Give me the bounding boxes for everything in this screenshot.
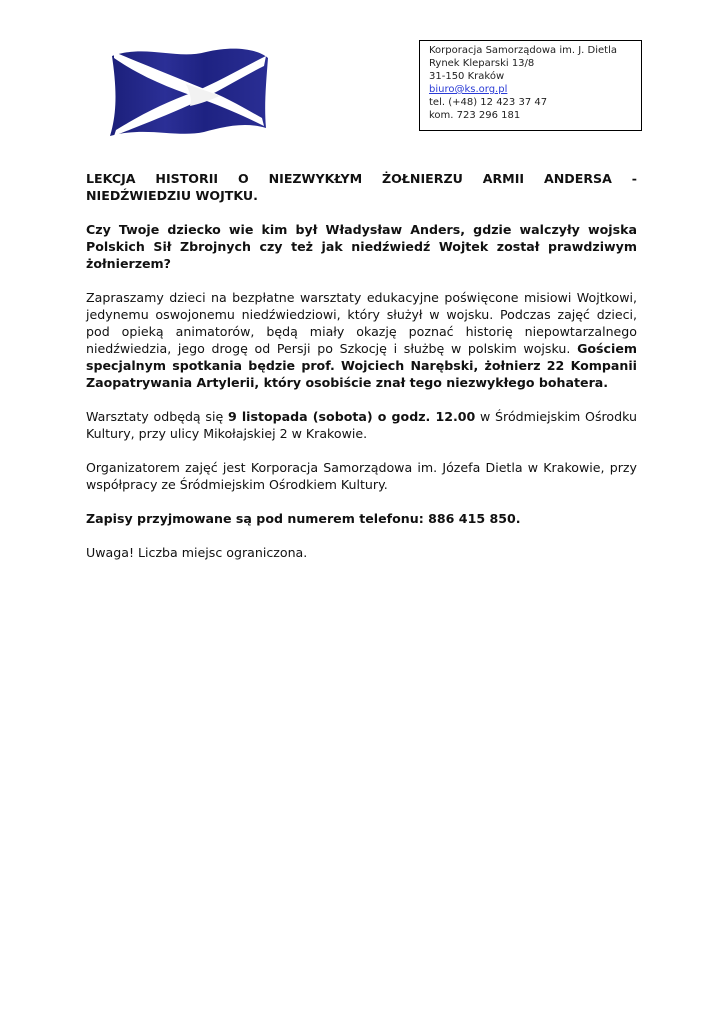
flag-icon (106, 44, 272, 138)
street-address: Rynek Kleparski 13/8 (429, 58, 535, 69)
question-text: Czy Twoje dziecko wie kim był Władysław Anders, gdzie walczyły wojska Polskich Sił Zbrojnych czy też jak niedźwiedź Wojtek został prawdziwym żołnierzem? (86, 222, 637, 271)
document-title (86, 170, 637, 204)
question-paragraph (86, 221, 637, 272)
title-line-1: LEKCJA HISTORII O NIEZWYKŁYM ŻOŁNIERZU ARMII ANDERSA - (86, 171, 637, 186)
title-line-2: NIEDŹWIEDZIU WOJTKU. (86, 188, 258, 203)
phone-number: tel. (+48) 12 423 37 47 (429, 97, 548, 108)
mobile-number: kom. 723 296 181 (429, 110, 521, 121)
document-body (86, 170, 637, 578)
workshop-intro: Warsztaty odbędą się (86, 409, 228, 424)
workshop-paragraph (86, 408, 637, 442)
address-box (419, 40, 642, 131)
email-link[interactable]: biuro@ks.org.pl (429, 84, 508, 95)
guest-text: Gościem specjalnym spotkania będzie prof. Wojciech Narębski, żołnierz 22 Kompanii Zaopatrywania Artylerii, który osobiście znał tego niezwykłego bohatera. (86, 341, 637, 390)
organizer-paragraph: Organizatorem zajęć jest Korporacja Samorządowa im. Józefa Dietla w Krakowie, przy współpracy ze Śródmiejskim Ośrodkiem Kultury. (86, 460, 637, 492)
organization-name: Korporacja Samorządowa im. J. Dietla (429, 45, 617, 56)
registration-text: Zapisy przyjmowane są pod numerem telefonu: 886 415 850. (86, 511, 521, 526)
invite-text: Zapraszamy dzieci na bezpłatne warsztaty edukacyjne poświęcone misiowi Wojtkowi, jedynemu oswojonemu niedźwiedziowi, który służył w wojsku. Podczas zajęć dzieci, pod opieką animatorów, będą miały okazję poznać historię niepowtarzalnego niedźwiedzia, jego drogę od Persji po Szkocję i służbę w polskim wojsku. (86, 290, 637, 356)
invite-paragraph (86, 289, 637, 391)
workshop-date: 9 listopada (sobota) o godz. 12.00 (227, 409, 476, 424)
workshop-location: w Śródmiejskim Ośrodku Kultury, przy ulicy Mikołajskiej 2 w Krakowie. (86, 409, 637, 441)
note-paragraph: Uwaga! Liczba miejsc ograniczona. (86, 545, 308, 560)
postal-city: 31-150 Kraków (429, 71, 505, 82)
registration-paragraph (86, 510, 637, 527)
